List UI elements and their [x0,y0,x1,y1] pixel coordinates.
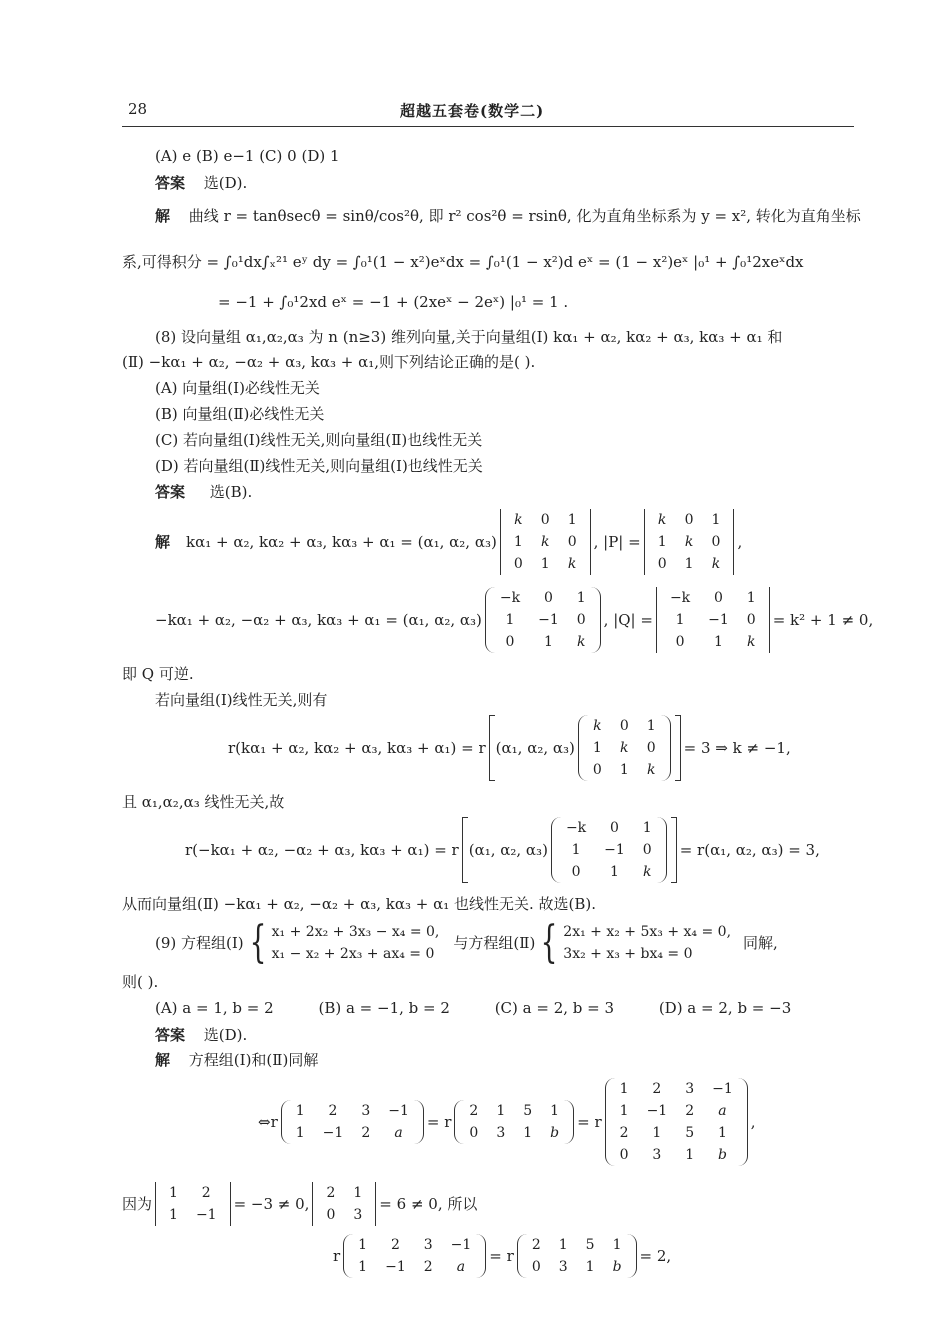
q8-option-c: (C) 若向量组(Ⅰ)线性无关,则向量组(Ⅱ)也线性无关 [155,431,483,449]
det-2: 2 1 0 3 [312,1182,376,1226]
matrix-q-display: −k 0 1 1 −1 0 0 1 k [485,587,601,653]
q9-options [155,998,791,1018]
answer-label: 答案 [155,1026,186,1044]
header-rule [122,126,854,127]
left-brace-1: { [249,917,267,968]
q7-solution-line3: = −1 + ∫₀¹2xd eˣ = −1 + (2xeˣ − 2eˣ) |₀¹ = 1 . [218,293,569,311]
q8-stem-line2: (Ⅱ) −kα₁ + α₂, −α₂ + α₃, kα₃ + α₁,则下列结论正确的是( ). [122,353,536,371]
eq1-left: kα₁ + α₂, kα₂ + α₃, kα₃ + α₁ = (α₁, α₂, α₃) [186,533,497,551]
q9-stem-b: 与方程组(Ⅱ) [453,934,536,952]
q7-answer [155,173,247,193]
q8-option-b: (B) 向量组(Ⅱ)必线性无关 [155,405,325,423]
answer-text: 选(B). [209,483,253,501]
det-p: k 0 1 1 k 0 0 1 k [644,509,735,575]
left-brace-2: { [540,917,558,968]
q7-options: (A) e (B) e−1 (C) 0 (D) 1 [155,147,340,165]
q9-det-line: 因为 1 2 1 −1 = −3 ≠ 0, 2 1 0 3 = 6 ≠ 0, 所以 [122,1180,477,1228]
answer-text: 选(D). [203,1026,248,1044]
q8-and-line: 且 α₁,α₂,α₃ 线性无关,故 [122,793,285,811]
matrix-p: k 0 1 1 k 0 0 1 k [513,512,577,572]
eq1-mid: , |P| = [593,533,641,551]
eq2-mid: , |Q| = [603,611,653,629]
q8-q-invertible: 即 Q 可逆. [122,665,194,683]
rank2-left: r(−kα₁ + α₂, −α₂ + α₃, kα₃ + α₁) = r [185,841,459,859]
q8-stem-line1: (8) 设向量组 α₁,α₂,α₃ 为 n (n≥3) 维列向量,关于向量组(Ⅰ) kα₁ + α₂, kα₂ + α₃, kα₃ + α₁ 和 [155,328,783,346]
matrix-a: 1 2 3 −1 1 −1 2 a [281,1100,424,1144]
solution-text: 方程组(Ⅰ)和(Ⅱ)同解 [188,1051,319,1069]
q9-stem-a: (9) 方程组(Ⅰ) [155,934,244,952]
q8-if-line: 若向量组(Ⅰ)线性无关,则有 [155,691,328,709]
solution-label: 解 [155,1051,171,1069]
matrix-ab: 1 2 3 −1 1 −1 2 a 2 1 5 1 0 3 1 b [605,1078,748,1166]
rank1-left: r(kα₁ + α₂, kα₂ + α₃, kα₃ + α₁) = r [228,739,486,757]
q8-rank2: r(−kα₁ + α₂, −α₂ + α₃, kα₃ + α₁) = r (α₁, α₂, α₃) −k 0 1 1 −1 0 0 1 k = r(α₁, α₂, α₃) = 3, [185,812,820,888]
q9-final-rank: r 1 2 3 −1 1 −1 2 a = r 2 1 5 1 0 3 1 b = 2, [333,1230,671,1282]
page-number: 28 [128,100,148,118]
rank2-end: = r(α₁, α₂, α₃) = 3, [679,841,820,859]
q8-rank1: r(kα₁ + α₂, kα₂ + α₃, kα₃ + α₁) = r (α₁, α₂, α₃) k 0 1 1 k 0 0 1 k = 3 ⇒ k ≠ −1, [228,712,791,784]
eq2-end: = k² + 1 ≠ 0, [772,611,874,629]
system-1: x₁ + 2x₂ + 3x₃ − x₄ = 0, x₁ − x₂ + 2x₃ + ax₄ = 0 [271,924,440,962]
answer-label: 答案 [155,174,186,192]
matrix-p-display [500,509,591,575]
q7-solution-line1 [155,206,861,226]
q9-stem-d: 则( ). [122,973,159,991]
iff-r: ⇔r [258,1113,278,1131]
q8-option-d: (D) 若向量组(Ⅱ)线性无关,则向量组(Ⅰ)也线性无关 [155,457,483,475]
q9-rank-eq: ⇔r 1 2 3 −1 1 −1 2 a = r 2 1 5 1 0 3 1 b = r 1 2 3 −1 1 −1 2 a 2 1 5 1 0 3 1 b , [258,1072,756,1172]
eq2-left: −kα₁ + α₂, −α₂ + α₃, kα₃ + α₁ = (α₁, α₂, α₃) [155,611,482,629]
answer-text: 选(D). [203,174,248,192]
q9-option-d: (D) a = 2, b = −3 [658,999,792,1017]
system-2: 2x₁ + x₂ + 5x₃ + x₄ = 0, 3x₂ + x₃ + bx₄ = 0 [563,924,732,962]
q9-answer [155,1025,247,1045]
q9-solution [155,1050,318,1070]
q8-answer [155,482,252,502]
matrix-b: 2 1 5 1 0 3 1 b [454,1100,574,1144]
q7-solution-line2: 系,可得积分 = ∫₀¹dx∫ₓ²¹ eʸ dy = ∫₀¹(1 − x²)eˣdx = ∫₀¹(1 − x²)d eˣ = (1 − x²)eˣ |₀¹ + ∫₀¹2xeˣdx [122,253,804,271]
solution-text: 曲线 r = tanθsecθ = sinθ/cos²θ, 即 r² cos²θ = rsinθ, 化为直角坐标系为 y = x², 转化为直角坐标 [188,207,861,225]
q9-option-c: (C) a = 2, b = 3 [494,999,615,1017]
solution-label: 解 [155,533,171,551]
q9-stem [155,918,778,968]
q8-eq1 [155,506,742,578]
q9-stem-c: 同解, [743,934,778,952]
q8-option-a: (A) 向量组(Ⅰ)必线性无关 [155,379,320,397]
q9-option-a: (A) a = 1, b = 2 [155,999,274,1017]
q9-option-b: (B) a = −1, b = 2 [318,999,450,1017]
rank1-end: = 3 ⇒ k ≠ −1, [683,739,791,757]
q8-conclusion: 从而向量组(Ⅱ) −kα₁ + α₂, −α₂ + α₃, kα₃ + α₁ 也线性无关. 故选(B). [122,895,597,913]
solution-label: 解 [155,207,171,225]
det-1: 1 2 1 −1 [155,1182,231,1226]
since-label: 因为 [122,1195,153,1213]
q8-eq2 [155,582,873,658]
det-q: −k 0 1 1 −1 0 0 1 k [656,587,770,653]
answer-label: 答案 [155,483,186,501]
running-title: 超越五套卷(数学二) [400,102,545,120]
eq1-end: , [737,533,743,551]
